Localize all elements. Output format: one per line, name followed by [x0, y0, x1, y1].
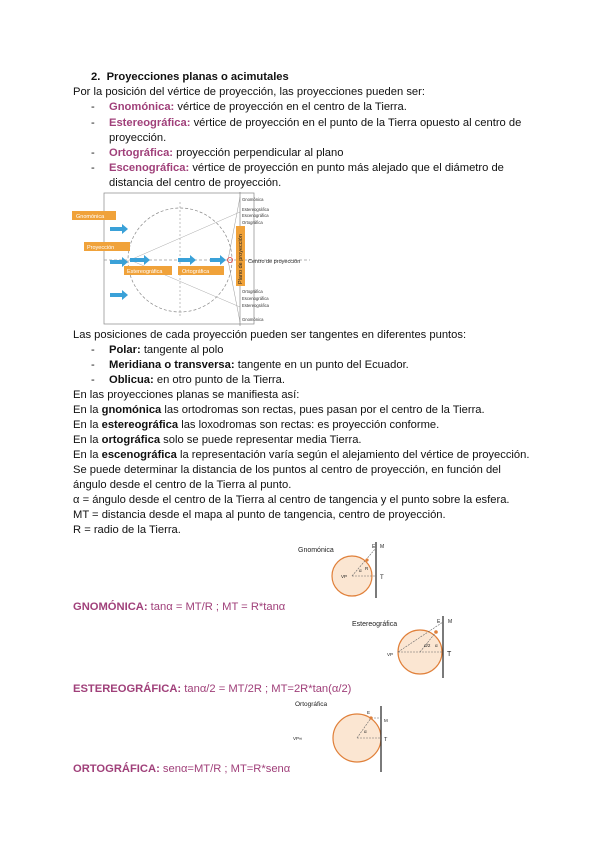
section-heading: [91, 70, 289, 85]
position-name: Polar:: [109, 344, 141, 356]
type-item-escenografica: [91, 161, 95, 176]
type-name: Gnomónica:: [109, 101, 175, 113]
right-label: Ortográfica: [242, 289, 263, 294]
label-r: R: [365, 566, 369, 571]
bullet-dash: -: [91, 374, 95, 386]
type-name: Ortográfica:: [109, 147, 174, 159]
bullet-dash: -: [91, 359, 95, 371]
formula-label: ORTOGRÁFICA:: [73, 763, 160, 775]
tag-estereografica-label: Estereográfica: [127, 269, 163, 275]
bullet-dash: -: [91, 101, 95, 113]
text-run: las ortodromas son rectas, pues pasan por el centro de la Tierra.: [161, 404, 485, 416]
body-line: Se puede determinar la distancia de los puntos al centro de proyección, en función del: [73, 464, 501, 476]
position-desc: tangente en un punto del Ecuador.: [234, 359, 409, 371]
arrow-icon: [210, 255, 226, 265]
label-vp: VP: [341, 574, 348, 579]
type-name: Escenográfica:: [109, 162, 190, 174]
right-label: Escenográfica: [242, 296, 269, 301]
label-m: M: [380, 544, 385, 550]
centro-label: Centro de proyección: [248, 259, 301, 265]
intro-text: Por la posición del vértice de proyección, las proyecciones pueden ser:: [73, 86, 425, 98]
position-item-oblicua: [109, 373, 285, 388]
section-title: Proyecciones planas o acimutales: [106, 71, 289, 83]
text-run: las loxodromas son rectas: es proyección conforme.: [178, 419, 440, 431]
type-text-ortografica: [109, 146, 343, 161]
point-e: [365, 558, 368, 561]
formula-expr: senα=MT/R ; MT=R*senα: [159, 763, 291, 775]
arrow-icon: [110, 290, 128, 300]
type-name: Estereográfica:: [109, 117, 191, 129]
position-name: Oblicua:: [109, 374, 154, 386]
figure-title: Gnomónica: [298, 547, 334, 554]
label-t: T: [384, 737, 388, 743]
text-run: En la: [73, 419, 102, 431]
body-line: [73, 403, 485, 418]
label-e: E: [372, 544, 376, 550]
text-run-bold: escenográfica: [101, 449, 177, 461]
plano-label: Plano de proyección: [238, 234, 244, 284]
text-run: En la: [73, 449, 102, 461]
bullet-dash: -: [91, 162, 95, 174]
right-label: Escenográfica: [242, 213, 269, 218]
right-label: Ortográfica: [242, 220, 263, 225]
type-desc-cont: proyección.: [109, 132, 167, 144]
label-t: T: [380, 575, 384, 581]
tag-ortografica-label: Ortográfica: [182, 269, 210, 275]
type-desc: vértice de proyección en punto más alejado que el diámetro de: [189, 162, 504, 174]
arrow-icon: [178, 255, 196, 265]
type-item-estereografica: [91, 116, 95, 131]
body-line: En las proyecciones planas se manifiesta así:: [73, 389, 300, 401]
formula-label: ESTEREOGRÁFICA:: [73, 683, 182, 695]
right-label: Estereográfica: [242, 207, 269, 212]
text-run: En la: [73, 434, 102, 446]
label-m: M: [384, 718, 388, 723]
text-run: solo se puede representar media Tierra.: [160, 434, 362, 446]
formula-expr: tanα = MT/R ; MT = R*tanα: [147, 601, 286, 613]
arrow-group: [110, 224, 226, 300]
body-line: ángulo desde el centro de la Tierra al punto.: [73, 479, 292, 491]
bullet-dash: -: [91, 147, 95, 159]
position-item-meridiana: [109, 358, 409, 373]
type-item-ortografica: [91, 146, 95, 161]
figure-title: Estereográfica: [352, 621, 398, 628]
formula-label: GNOMÓNICA:: [73, 601, 148, 613]
text-run-bold: ortográfica: [101, 434, 161, 446]
label-alpha: α: [364, 729, 367, 734]
formula-gnomonica: [73, 600, 285, 615]
formula-ortografica: [73, 762, 290, 777]
type-desc-cont: distancia del centro de proyección.: [109, 177, 282, 189]
text-run-bold: gnomónica: [101, 404, 162, 416]
figure-gnomonica: [292, 538, 412, 598]
body-line: R = radio de la Tierra.: [73, 524, 181, 536]
type-desc: vértice de proyección en el punto de la Tierra opuesto al centro de: [190, 117, 522, 129]
point-e: [369, 716, 372, 719]
right-label: Estereográfica: [242, 303, 269, 308]
projection-diagram: [70, 192, 320, 326]
label-t: T: [447, 651, 452, 658]
point-e: [434, 630, 438, 634]
formula-expr: tanα/2 = MT/2R ; MT=2R*tan(α/2): [181, 683, 352, 695]
label-e: E: [367, 710, 371, 715]
arrow-icon: [110, 224, 128, 234]
body-line: MT = distancia desde el mapa al punto de tangencia, centro de proyección.: [73, 509, 446, 521]
text-run: En la: [73, 404, 102, 416]
position-name: Meridiana o transversa:: [109, 359, 235, 371]
label-vp: VP: [387, 652, 394, 657]
type-text-estereografica: [109, 116, 521, 131]
right-label: Gnomónica: [242, 317, 264, 322]
figure-estereografica: [340, 614, 470, 678]
position-item-polar: [109, 343, 223, 358]
type-desc: vértice de proyección en el centro de la Tierra.: [174, 101, 407, 113]
ray-line: [130, 212, 240, 260]
type-item-gnomonica: [91, 100, 95, 115]
label-e: E: [437, 619, 441, 625]
text-run-bold: estereográfica: [101, 419, 179, 431]
arrow-icon: [110, 257, 128, 267]
tag-proyeccion-label: Proyección: [87, 245, 115, 251]
position-desc: en otro punto de la Tierra.: [153, 374, 285, 386]
figure-ortografica: [285, 696, 405, 772]
tag-gnomonica-label: Gnomónica: [76, 214, 105, 220]
label-half-alpha: α/2: [424, 643, 431, 648]
text-run: la representación varía según el alejamiento del vértice de proyección.: [176, 449, 530, 461]
bullet-dash: -: [91, 117, 95, 129]
position-desc: tangente al polo: [140, 344, 224, 356]
figure-title: Ortográfica: [295, 701, 328, 708]
label-alpha: α: [435, 643, 438, 648]
body-line: [73, 448, 529, 463]
label-m: M: [448, 619, 453, 625]
label-alpha: α: [359, 568, 362, 573]
section-number: 2.: [91, 71, 101, 83]
type-text-gnomonica: [109, 100, 407, 115]
label-vp: VP∞: [293, 736, 303, 741]
type-desc: proyección perpendicular al plano: [173, 147, 344, 159]
formula-estereografica: [73, 682, 351, 697]
positions-intro: Las posiciones de cada proyección pueden ser tangentes en diferentes puntos:: [73, 329, 467, 341]
body-line: [73, 433, 362, 448]
arrow-icon: [130, 255, 150, 265]
type-text-escenografica: [109, 161, 504, 176]
body-line: α = ángulo desde el centro de la Tierra al centro de tangencia y el punto sobre la esfera.: [73, 494, 510, 506]
right-label: Gnomónica: [242, 197, 264, 202]
bullet-dash: -: [91, 344, 95, 356]
body-line: [73, 418, 439, 433]
